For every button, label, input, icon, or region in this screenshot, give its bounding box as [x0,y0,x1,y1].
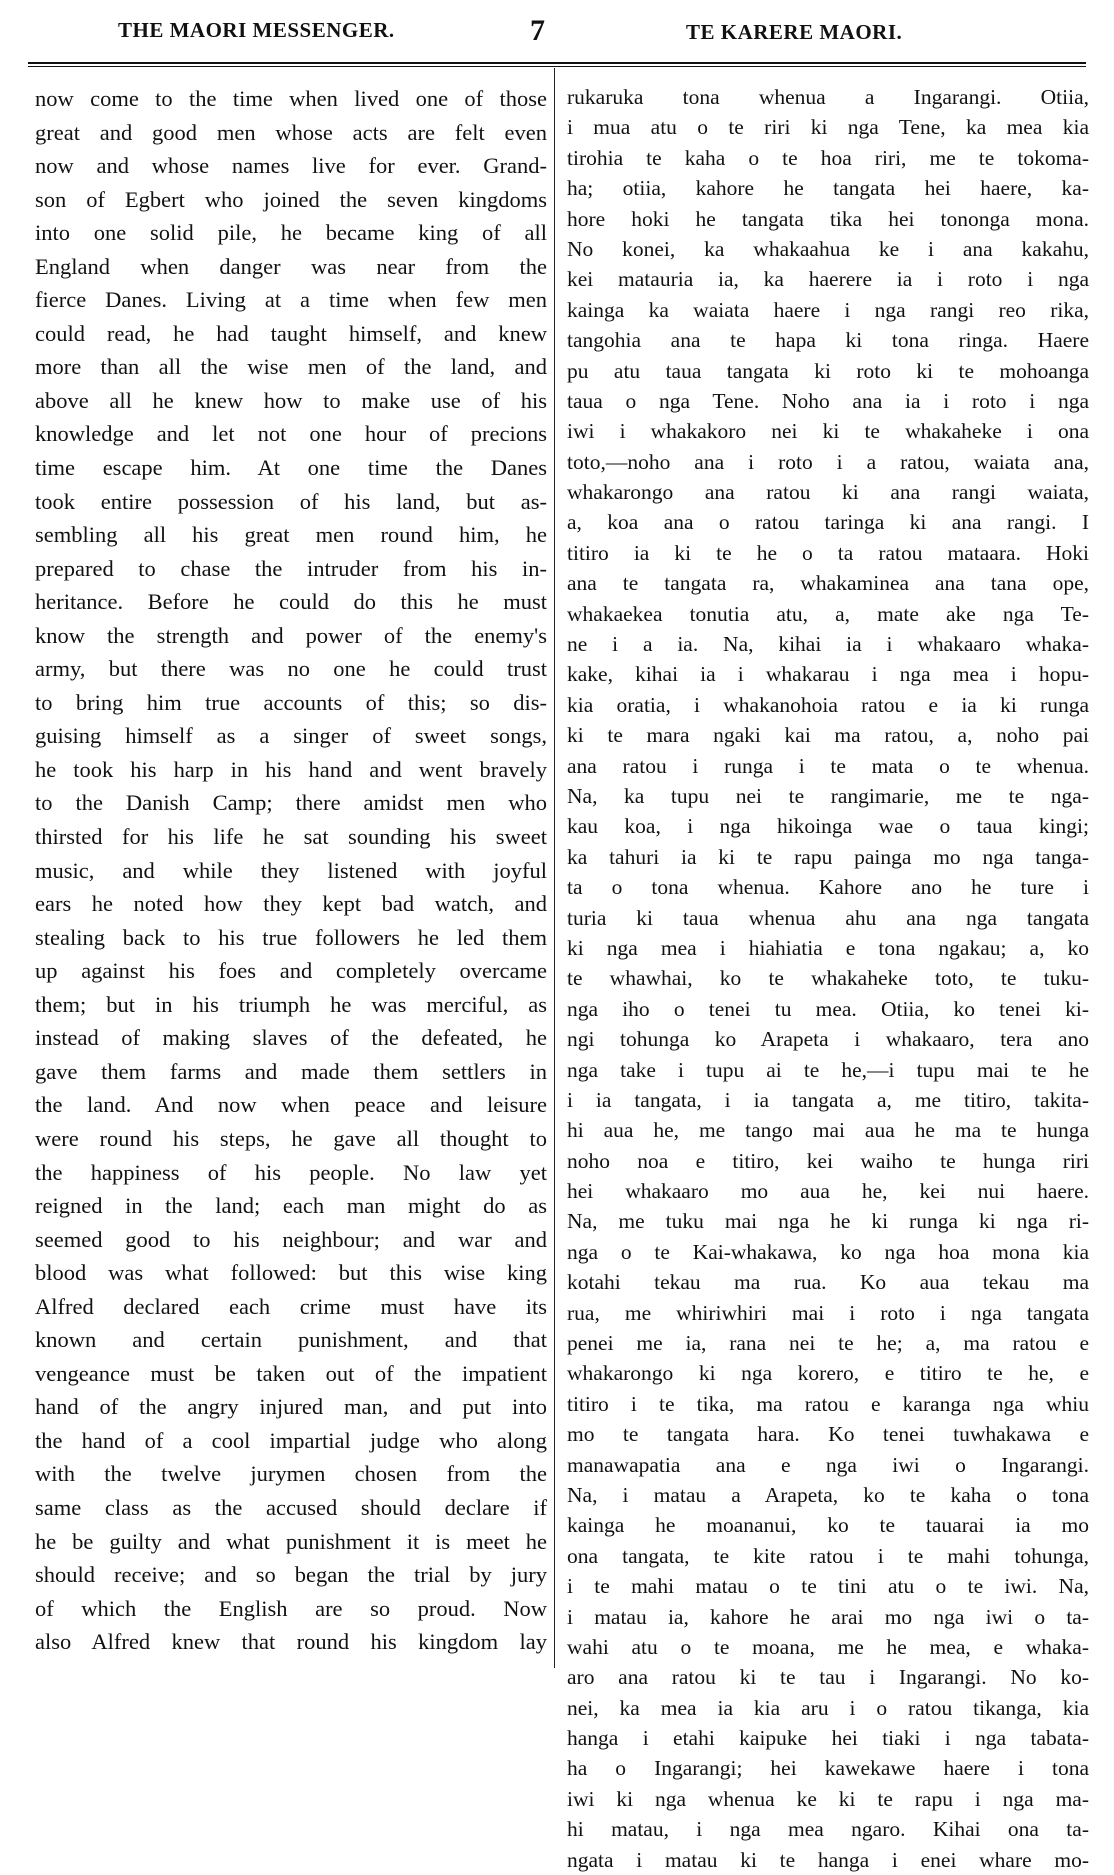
maori-text-line: i ia tangata, i ia tangata a, me titiro, takita- [567,1087,1089,1112]
english-text-line: seemed good to his neighbour; and war and [35,1226,547,1252]
english-text-line: same class as the accused should declare if [35,1494,547,1520]
english-text-line: England when danger was near from the [35,253,547,279]
english-text-line: the happiness of his people. No law yet [35,1159,547,1185]
maori-text-line: ki nga mea i hiahiatia e tona ngakau; a, ko [567,935,1089,960]
maori-text-line: ana ratou i runga i te mata o te whenua. [567,753,1089,778]
maori-text-line: kotahi tekau ma rua. Ko aua tekau ma [567,1270,1089,1295]
maori-text-line: kei matauria ia, ka haerere ia i roto i nga [567,267,1089,292]
maori-text-line: No konei, ka whakaahua ke i ana kakahu, [567,236,1089,261]
maori-text-line: te whawhai, ko te whakaheke toto, te tuku- [567,966,1089,991]
english-text-line: he be guilty and what punishment it is meet he [35,1528,547,1554]
maori-text-line: ona tangata, te kite ratou i te mahi tohunga, [567,1543,1089,1568]
maori-text-line: nei, ka mea ia kia aru i o ratou tikanga, kia [567,1695,1089,1720]
maori-text-line: whakaekea tonutia atu, a, mate ake nga Te- [567,601,1089,626]
english-text-line: son of Egbert who joined the seven kingdoms [35,186,547,212]
english-text-line: should receive; and so began the trial by jury [35,1562,547,1588]
english-text-line: heritance. Before he could do this he must [35,589,547,615]
english-text-line: thirsted for his life he sat sounding his sweet [35,824,547,850]
maori-text-line: nga take i tupu ai te he,—i tupu mai te he [567,1057,1089,1082]
maori-text-line: ka tahuri ia ki te rapu painga mo nga tanga- [567,844,1089,869]
english-text-line: now and whose names live for ever. Grand- [35,153,547,179]
maori-text-line: penei me ia, rana nei te he; a, ma ratou e [567,1331,1089,1356]
maori-text-line: whakarongo ana ratou ki ana rangi waiata, [567,480,1089,505]
english-text-line: them; but in his triumph he was merciful, as [35,991,547,1017]
maori-text-line: ha o Ingarangi; hei kawekawe haere i tona [567,1756,1089,1781]
maori-text-line: hei whakaaro mo aua he, kei nui haere. [567,1179,1089,1204]
maori-text-line: nga iho o tenei tu mea. Otiia, ko tenei ki- [567,996,1089,1021]
english-text-line: stealing back to his true followers he led them [35,924,547,950]
english-text-line: vengeance must be taken out of the impatient [35,1360,547,1386]
english-masthead-title: THE MAORI MESSENGER. [118,18,395,42]
english-text-line: took entire possession of his land, but as- [35,488,547,514]
page-header [0,14,1114,58]
maori-text-line: kake, kihai ia i whakarau i nga mea i hopu- [567,662,1089,687]
maori-text-line: kau koa, i nga hikoinga wae o taua kingi; [567,814,1089,839]
maori-text-line: wahi atu o te moana, me he mea, e whaka- [567,1634,1089,1659]
maori-text-line: Na, me tuku mai nga he ki runga ki nga ri- [567,1209,1089,1234]
page-number: 7 [530,14,545,47]
english-text-line: knowledge and let not one hour of precions [35,421,547,447]
english-text-line: of which the English are so proud. Now [35,1595,547,1621]
maori-text-line: Na, ka tupu nei te rangimarie, me te nga- [567,783,1089,808]
maori-text-line: taua o nga Tene. Noho ana ia i roto i nga [567,388,1089,413]
english-text-line: sembling all his great men round him, he [35,522,547,548]
english-text-line: Alfred declared each crime must have its [35,1293,547,1319]
english-text-line: gave them farms and made them settlers in [35,1058,547,1084]
english-text-line: time escape him. At one time the Danes [35,455,547,481]
maori-text-line: mo te tangata hara. Ko tenei tuwhakawa e [567,1422,1089,1447]
english-text-line: he took his harp in his hand and went bravely [35,756,547,782]
maori-text-line: i te mahi matau o te tini atu o te iwi. Na, [567,1574,1089,1599]
maori-text-line: i matau ia, kahore he arai mo nga iwi o ta- [567,1604,1089,1629]
maori-text-line: ki te mara ngaki kai ma ratou, a, noho pai [567,723,1089,748]
maori-text-line: turia ki taua whenua ahu ana nga tangata [567,905,1089,930]
english-text-line: to the Danish Camp; there amidst men who [35,790,547,816]
maori-text-line: pu atu taua tangata ki roto ki te mohoanga [567,358,1089,383]
english-text-line: were round his steps, he gave all thought to [35,1125,547,1151]
english-text-line: the land. And now when peace and leisure [35,1092,547,1118]
english-text-line: army, but there was no one he could trust [35,656,547,682]
maori-text-line: rukaruka tona whenua a Ingarangi. Otiia, [567,85,1089,109]
english-text-line: above all he knew how to make use of his [35,387,547,413]
maori-text-line: kia oratia, i whakanohoia ratou e ia ki runga [567,692,1089,717]
maori-text-line: a, koa ana o ratou taringa ki ana rangi. I [567,510,1089,535]
maori-text-line: ta o tona whenua. Kahore ano he ture i [567,875,1089,900]
maori-text-line: hi aua he, me tango mai aua he ma te hunga [567,1118,1089,1143]
english-text-line: prepared to chase the intruder from his in- [35,555,547,581]
english-text-line: with the twelve jurymen chosen from the [35,1461,547,1487]
english-text-line: fierce Danes. Living at a time when few men [35,287,547,313]
english-text-line: more than all the wise men of the land, and [35,354,547,380]
maori-text-line: Na, i matau a Arapeta, ko te kaha o tona [567,1482,1089,1507]
maori-text-line: kainga ka waiata haere i nga rangi reo rika, [567,297,1089,322]
maori-text-line: manawapatia ana e nga iwi o Ingarangi. [567,1452,1089,1477]
english-text-line: up against his foes and completely overcame [35,958,547,984]
header-rule [28,62,1086,67]
column-divider [554,68,555,1668]
maori-masthead-title: TE KARERE MAORI. [686,20,903,44]
maori-text-line: tangohia ana te hapa ki tona ringa. Haere [567,328,1089,353]
maori-text-line: ngata i matau ki te hanga i enei whare mo- [567,1847,1089,1872]
maori-text-line: hi matau, i nga mea ngaro. Kihai ona ta- [567,1817,1089,1842]
maori-text-line: hore hoki he tangata tika hei tononga mona. [567,206,1089,231]
english-text-line: guising himself as a singer of sweet songs, [35,723,547,749]
maori-text-line: rua, me whiriwhiri mai i roto i nga tangata [567,1300,1089,1325]
english-text-line: into one solid pile, he became king of all [35,220,547,246]
maori-text-line: nga o te Kai-whakawa, ko nga hoa mona kia [567,1239,1089,1264]
english-text-line: the hand of a cool impartial judge who along [35,1427,547,1453]
maori-text-line: i mua atu o te riri ki nga Tene, ka mea kia [567,115,1089,140]
maori-text-line: iwi ki nga whenua ke ki te rapu i nga ma- [567,1786,1089,1811]
maori-text-line: kainga he moananui, ko te tauarai ia mo [567,1513,1089,1538]
maori-text-line: ne i a ia. Na, kihai ia i whakaaro whaka- [567,632,1089,657]
english-text-line: instead of making slaves of the defeated, he [35,1025,547,1051]
maori-text-line: iwi i whakakoro nei ki te whakaheke i ona [567,419,1089,444]
maori-text-line: titiro i te tika, ma ratou e karanga nga whiu [567,1391,1089,1416]
english-text-line: reigned in the land; each man might do as [35,1193,547,1219]
maori-text-line: ana te tangata ra, whakaminea ana tana ope, [567,571,1089,596]
english-text-line: know the strength and power of the enemy's [35,622,547,648]
english-text-line: could read, he had taught himself, and knew [35,320,547,346]
english-text-line: known and certain punishment, and that [35,1327,547,1353]
maori-text-line: toto,—noho ana i roto i a ratou, waiata ana, [567,449,1089,474]
maori-column [567,82,1089,1875]
maori-text-line: hanga i etahi kaipuke hei tiaki i nga tabata- [567,1726,1089,1751]
english-text-line: blood was what followed: but this wise king [35,1260,547,1286]
maori-text-line: tirohia te kaha o te hoa riri, me te tokoma- [567,145,1089,170]
english-text-line: music, and while they listened with joyful [35,857,547,883]
english-column [35,82,547,1659]
maori-text-line: aro ana ratou ki te tau i Ingarangi. No ko- [567,1665,1089,1690]
maori-text-line: noho noa e titiro, kei waiho te hunga riri [567,1148,1089,1173]
english-text-line: ears he noted how they kept bad watch, and [35,891,547,917]
maori-text-line: ngi tohunga ko Arapeta i whakaaro, tera ano [567,1027,1089,1052]
english-text-line: also Alfred knew that round his kingdom lay [35,1629,547,1655]
maori-text-line: titiro ia ki te he o ta ratou mataara. Hoki [567,540,1089,565]
english-text-line: great and good men whose acts are felt even [35,119,547,145]
maori-text-line: whakarongo ki nga korero, e titiro te he, e [567,1361,1089,1386]
english-text-line: hand of the angry injured man, and put into [35,1394,547,1420]
maori-text-line: ha; otiia, kahore he tangata hei haere, ka- [567,176,1089,201]
english-text-line: to bring him true accounts of this; so dis- [35,689,547,715]
english-text-line: now come to the time when lived one of those [35,86,547,111]
